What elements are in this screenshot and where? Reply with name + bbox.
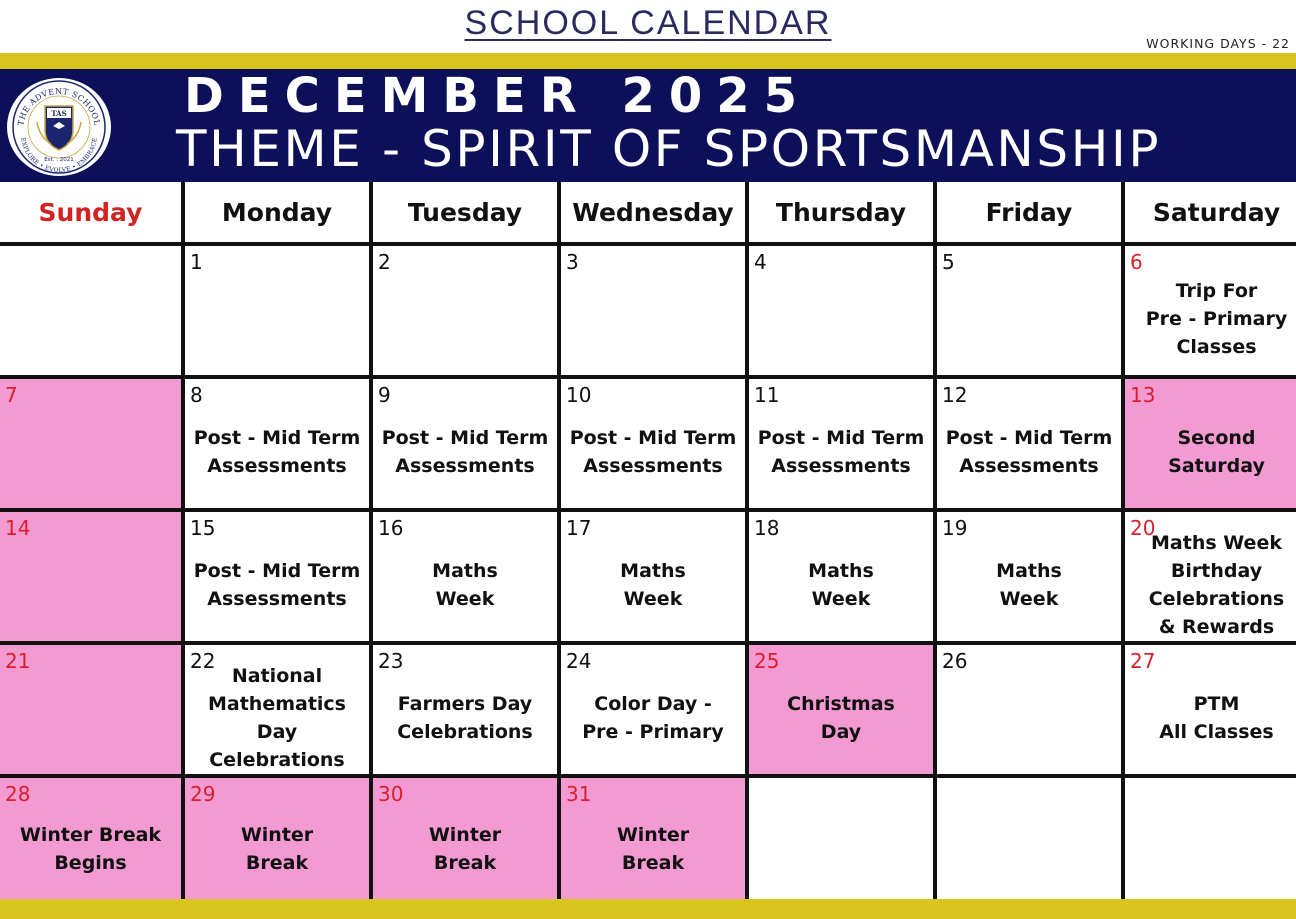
- day-number: 11: [754, 383, 780, 407]
- day-event: [937, 246, 1121, 375]
- day-cell: [749, 379, 933, 508]
- day-cell: [373, 645, 557, 774]
- day-number: 12: [942, 383, 968, 407]
- day-event: Winter Break: [616, 824, 690, 874]
- bottom-accent-bar: [0, 899, 1296, 919]
- weekday-saturday: Saturday: [1125, 182, 1296, 242]
- day-number: 16: [378, 516, 404, 540]
- day-event: [749, 778, 933, 904]
- day-event: Post - Mid Term Assessments: [381, 426, 549, 477]
- day-cell: [185, 778, 369, 904]
- day-number: 31: [566, 782, 592, 806]
- svg-text:TAS: TAS: [51, 109, 67, 118]
- day-cell: [749, 512, 933, 641]
- day-number: 4: [754, 250, 767, 274]
- day-number: 21: [5, 649, 31, 673]
- day-number: 5: [942, 250, 955, 274]
- day-number: 22: [190, 649, 216, 673]
- day-cell: [0, 778, 181, 904]
- day-event: Post - Mid Term Assessments: [945, 426, 1113, 477]
- day-number: 23: [378, 649, 404, 673]
- day-event: Farmers Day Celebrations: [397, 692, 533, 743]
- day-number: 24: [566, 649, 592, 673]
- day-cell: [0, 379, 181, 508]
- weekday-friday: Friday: [937, 182, 1121, 242]
- day-cell: [185, 645, 369, 774]
- calendar-grid: [0, 182, 1296, 899]
- day-event: National Mathematics Day Celebrations: [207, 664, 346, 771]
- svg-text:EXPLORE • EVOLVE • EMBRACE: EXPLORE • EVOLVE • EMBRACE: [19, 137, 99, 175]
- weekday-sunday: Sunday: [0, 182, 181, 242]
- day-event: Post - Mid Term Assessments: [569, 426, 737, 477]
- day-event: Trip For Pre - Primary Classes: [1145, 279, 1288, 358]
- day-event: Maths Week: [620, 559, 686, 610]
- day-cell: [1125, 379, 1296, 508]
- day-number: 29: [190, 782, 216, 806]
- day-cell: [0, 512, 181, 641]
- day-number: 17: [566, 516, 592, 540]
- day-cell: [0, 246, 181, 375]
- working-days-label: WORKING DAYS - 22: [1146, 36, 1290, 51]
- day-event: Christmas Day: [787, 692, 895, 743]
- day-cell: [373, 379, 557, 508]
- day-event: Winter Break Begins: [19, 824, 162, 874]
- day-cell: [749, 778, 933, 904]
- day-number: 18: [754, 516, 780, 540]
- day-cell: [937, 645, 1121, 774]
- day-cell: [1125, 512, 1296, 641]
- day-number: 30: [378, 782, 404, 806]
- day-event: [0, 512, 181, 641]
- day-event: Post - Mid Term Assessments: [193, 559, 361, 610]
- day-number: 8: [190, 383, 203, 407]
- day-event: Color Day - Pre - Primary: [582, 692, 724, 743]
- day-number: 9: [378, 383, 391, 407]
- day-cell: [185, 379, 369, 508]
- day-cell: [1125, 645, 1296, 774]
- day-event: [1125, 778, 1296, 904]
- day-cell: [561, 778, 745, 904]
- day-number: 25: [754, 649, 780, 673]
- school-crest-icon: [7, 78, 111, 176]
- day-number: 6: [1130, 250, 1143, 274]
- day-cell: [185, 512, 369, 641]
- day-cell: [937, 778, 1121, 904]
- day-event: PTM All Classes: [1159, 692, 1274, 743]
- day-number: 2: [378, 250, 391, 274]
- day-cell: [561, 512, 745, 641]
- day-cell: [1125, 778, 1296, 904]
- page-title-container: [0, 4, 1296, 43]
- day-event: [0, 645, 181, 774]
- day-cell: [373, 778, 557, 904]
- day-cell: [561, 645, 745, 774]
- day-event: Maths Week: [808, 559, 874, 610]
- theme-title: THEME - SPIRIT OF SPORTSMANSHIP: [176, 120, 1162, 178]
- day-event: [937, 645, 1121, 774]
- day-event: [561, 246, 745, 375]
- weekday-monday: Monday: [185, 182, 369, 242]
- day-cell: [0, 645, 181, 774]
- day-event: Winter Break: [240, 824, 314, 874]
- day-cell: [937, 512, 1121, 641]
- day-event: [0, 379, 181, 508]
- day-cell: [561, 379, 745, 508]
- day-event: Winter Break: [428, 824, 502, 874]
- top-accent-bar: [0, 53, 1296, 69]
- month-year-title: DECEMBER 2025: [184, 68, 812, 124]
- school-logo: [7, 78, 111, 176]
- day-number: 7: [5, 383, 18, 407]
- weekday-wednesday: Wednesday: [561, 182, 745, 242]
- day-cell: [749, 246, 933, 375]
- day-event: Maths Week: [432, 559, 498, 610]
- day-number: 13: [1130, 383, 1156, 407]
- day-cell: [373, 246, 557, 375]
- day-cell: [185, 246, 369, 375]
- day-number: 27: [1130, 649, 1156, 673]
- weekday-thursday: Thursday: [749, 182, 933, 242]
- day-cell: [937, 379, 1121, 508]
- day-number: 3: [566, 250, 579, 274]
- weekday-tuesday: Tuesday: [373, 182, 557, 242]
- day-cell: [937, 246, 1121, 375]
- day-cell: [749, 645, 933, 774]
- day-event: Second Saturday: [1168, 426, 1265, 477]
- day-cell: [373, 512, 557, 641]
- day-event: [749, 246, 933, 375]
- day-event: [0, 246, 181, 375]
- day-event: Maths Week: [996, 559, 1062, 610]
- day-event: Post - Mid Term Assessments: [757, 426, 925, 477]
- day-number: 10: [566, 383, 592, 407]
- svg-text:Est. : 2021: Est. : 2021: [44, 157, 74, 163]
- day-event: Maths Week Birthday Celebrations & Rewards: [1148, 531, 1285, 638]
- day-number: 19: [942, 516, 968, 540]
- day-number: 28: [5, 782, 31, 806]
- day-event: Post - Mid Term Assessments: [193, 426, 361, 477]
- day-number: 1: [190, 250, 203, 274]
- page-title: SCHOOL CALENDAR: [464, 4, 832, 42]
- day-cell: [561, 246, 745, 375]
- svg-text:THE ADVENT SCHOOL: THE ADVENT SCHOOL: [16, 86, 102, 127]
- day-event: [185, 246, 369, 375]
- day-number: 14: [5, 516, 31, 540]
- day-number: 26: [942, 649, 968, 673]
- day-event: [373, 246, 557, 375]
- day-number: 15: [190, 516, 216, 540]
- day-cell: [1125, 246, 1296, 375]
- day-event: [937, 778, 1121, 904]
- day-number: 20: [1130, 516, 1156, 540]
